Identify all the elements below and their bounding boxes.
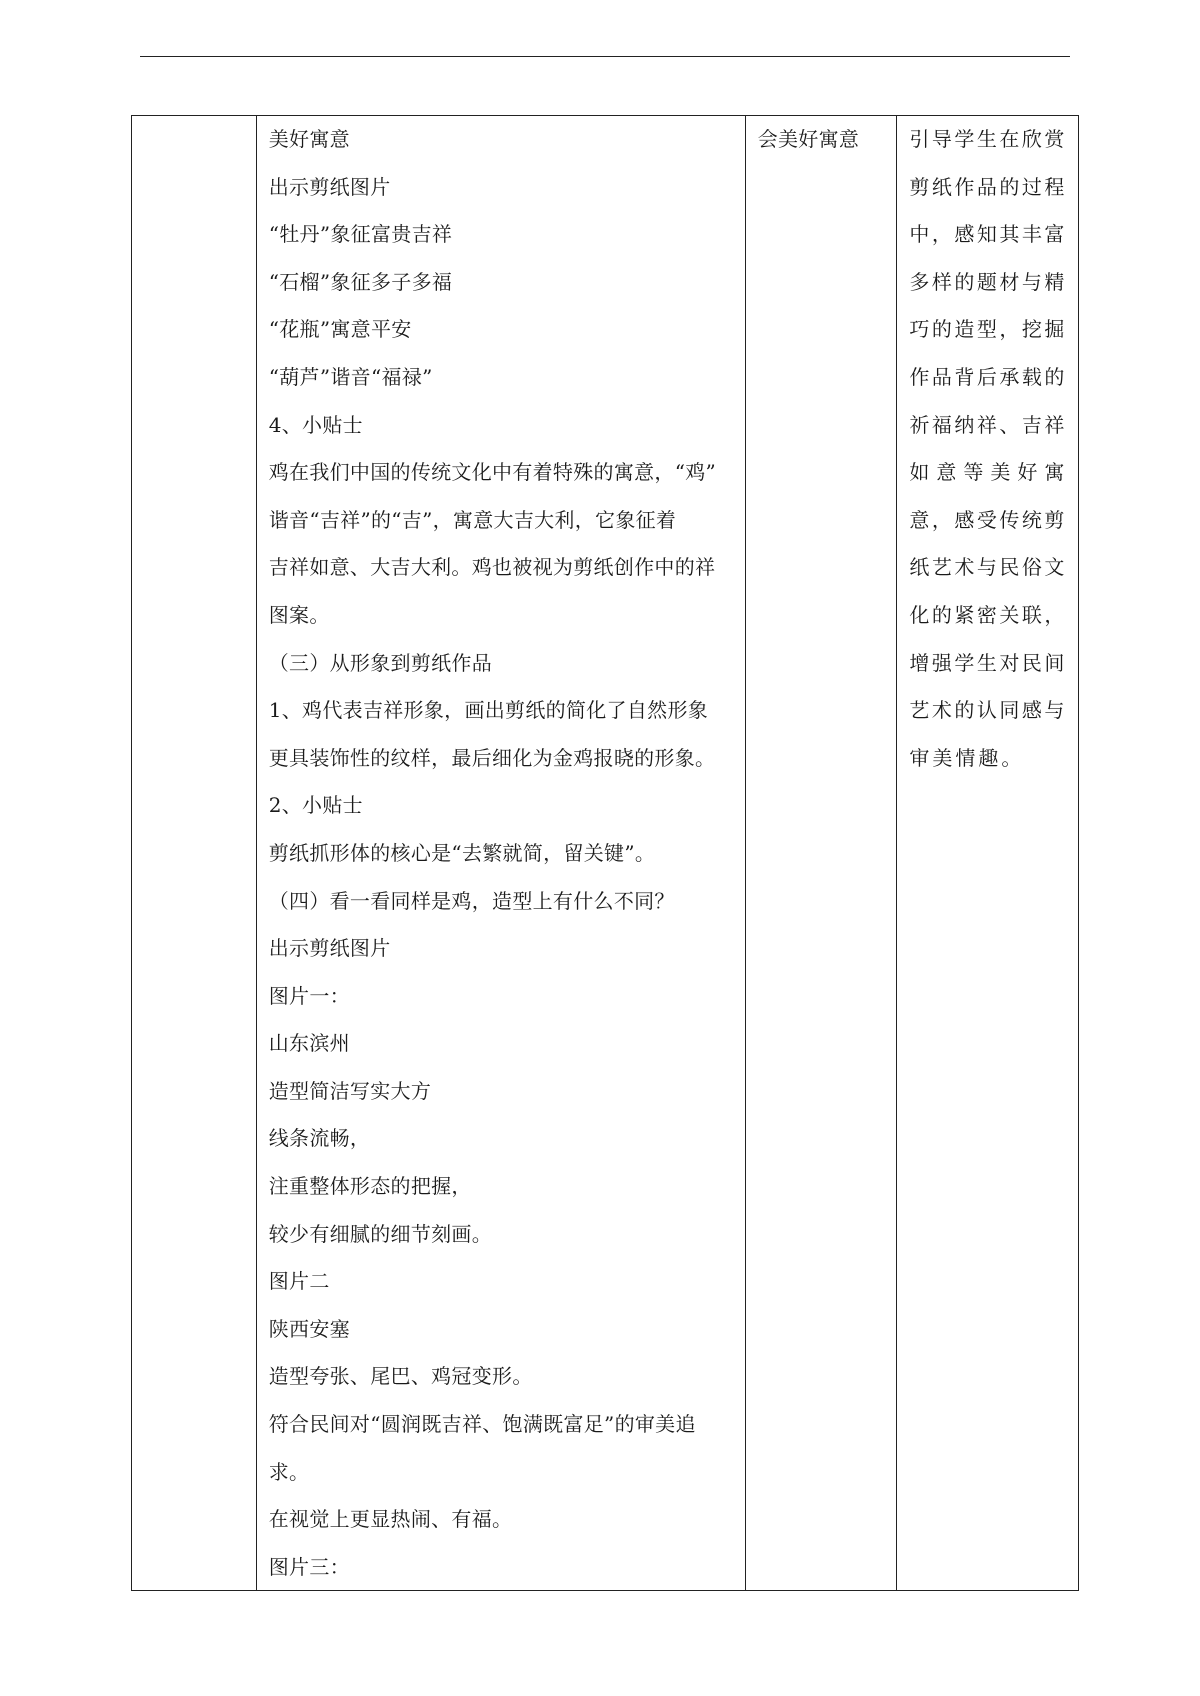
- text-line: 祈福纳祥、吉祥: [909, 412, 1065, 437]
- text-line: 引导学生在欣赏: [909, 127, 1065, 151]
- text-line: 2、小贴士: [268, 793, 363, 818]
- text-line: 多样的题材与精: [909, 269, 1065, 294]
- text-line: （四）看一看同样是鸡，造型上有什么不同？: [268, 888, 675, 913]
- text-line: 更具装饰性的纹样，最后细化为金鸡报晓的形象。: [268, 745, 716, 770]
- text-line: 出示剪纸图片: [268, 174, 391, 199]
- header-rule: [140, 56, 1070, 57]
- text-line: 增强学生对民间: [909, 650, 1065, 675]
- table-column-teaching-process: [257, 116, 746, 1590]
- text-line: 造型夸张、尾巴、鸡冠变形。: [268, 1364, 533, 1389]
- text-line: 1、鸡代表吉祥形象，画出剪纸的简化了自然形象: [268, 698, 709, 723]
- text-line: （三）从形象到剪纸作品: [268, 650, 493, 675]
- student-activity-text: [758, 116, 897, 164]
- text-line: 会美好寓意: [757, 127, 860, 151]
- table-column-1: [132, 116, 257, 1590]
- text-line: 出示剪纸图片: [268, 936, 391, 961]
- text-line: 造型简洁写实大方: [268, 1078, 432, 1103]
- text-line: “葫芦”谐音“福禄”: [268, 364, 433, 389]
- text-line: 作品背后承载的: [909, 364, 1065, 389]
- text-line: 符合民间对“圆润既吉祥、饱满既富足”的审美追: [268, 1412, 696, 1437]
- text-line: 图片三：: [268, 1554, 350, 1579]
- text-line: 艺术的认同感与: [909, 698, 1065, 723]
- text-line: 剪纸作品的过程: [909, 174, 1065, 199]
- text-line: 吉祥如意、大吉大利。鸡也被视为剪纸创作中的祥: [268, 555, 716, 580]
- design-intent-text: [909, 116, 1078, 782]
- text-line: 化的紧密关联，: [909, 602, 1065, 627]
- text-line: 审美情趣。: [909, 745, 1025, 770]
- text-line: 陕西安塞: [268, 1316, 350, 1341]
- text-line: 图片一：: [268, 983, 350, 1008]
- text-line: 剪纸抓形体的核心是“去繁就简，留关键”。: [268, 840, 656, 865]
- text-line: 鸡在我们中国的传统文化中有着特殊的寓意，“鸡”: [268, 460, 717, 485]
- text-line: 美好寓意: [268, 127, 350, 151]
- text-line: 意，感受传统剪: [909, 507, 1065, 532]
- text-line: 注重整体形态的把握，: [268, 1174, 472, 1199]
- lesson-plan-table: [131, 115, 1079, 1591]
- text-line: 在视觉上更显热闹、有福。: [268, 1507, 513, 1532]
- text-line: “石榴”象征多子多福: [268, 269, 453, 294]
- table-column-design-intent: [897, 116, 1078, 1590]
- teaching-process-text: [269, 116, 745, 1591]
- text-line: “花瓶”寓意平安: [268, 317, 412, 342]
- text-line: 4、小贴士: [268, 412, 363, 437]
- text-line: “牡丹”象征富贵吉祥: [268, 222, 453, 247]
- text-line: 谐音“吉祥”的“吉”，寓意大吉大利，它象征着: [268, 507, 677, 532]
- text-line: 求。: [268, 1459, 310, 1484]
- text-line: 较少有细腻的细节刻画。: [268, 1221, 493, 1246]
- text-line: 纸艺术与民俗文: [909, 555, 1065, 580]
- text-line: 图案。: [268, 602, 330, 627]
- text-line: 巧的造型，挖掘: [909, 317, 1065, 342]
- text-line: 山东滨州: [268, 1031, 350, 1056]
- text-line: 如意等美好寓: [909, 460, 1065, 485]
- text-line: 图片二: [268, 1269, 330, 1294]
- table-column-student-activity: [746, 116, 898, 1590]
- text-line: 线条流畅，: [268, 1126, 371, 1151]
- text-line: 中，感知其丰富: [909, 222, 1065, 247]
